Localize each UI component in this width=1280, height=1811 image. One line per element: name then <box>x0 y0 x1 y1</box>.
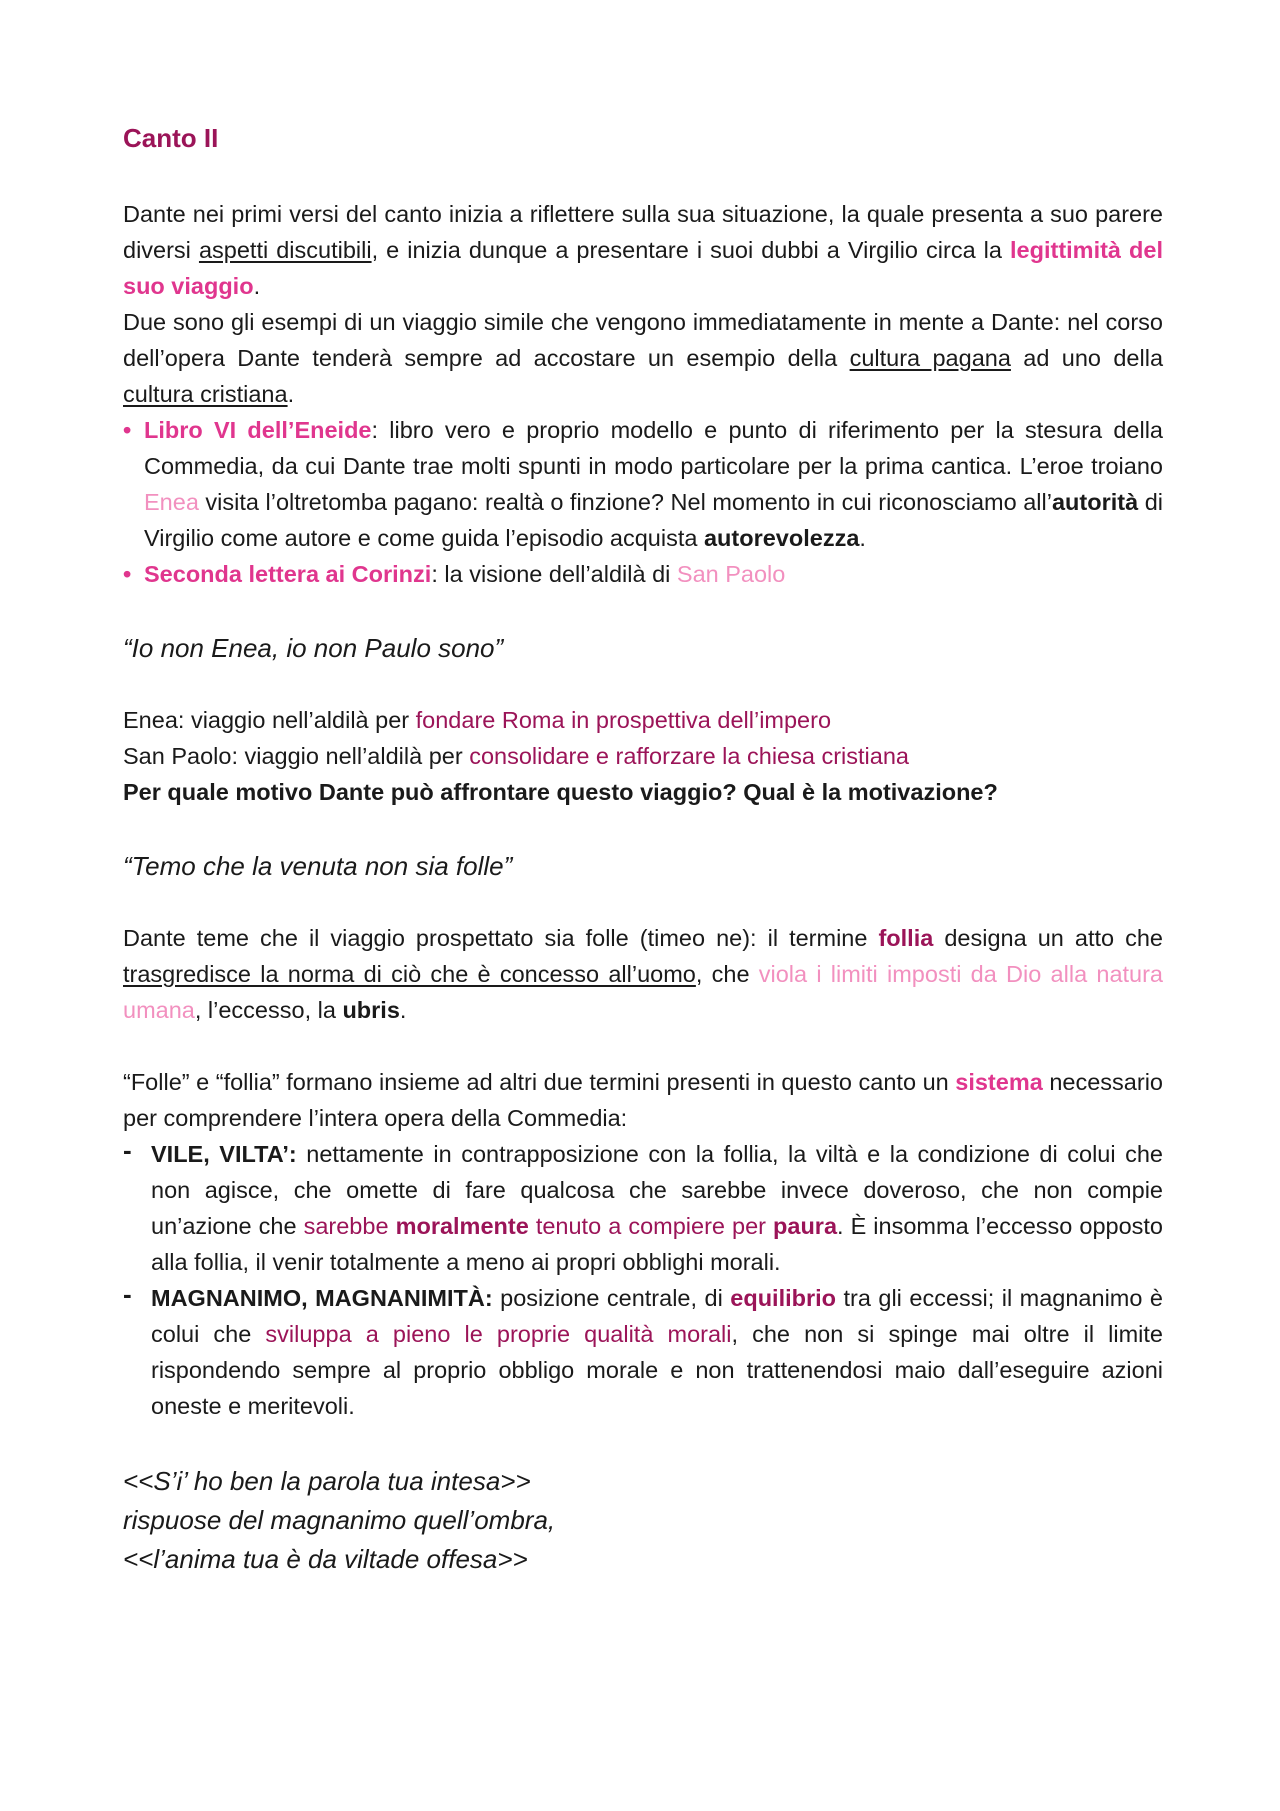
text-run: , l’eccesso, la <box>194 997 343 1023</box>
intro-paragraph <box>123 196 1163 304</box>
verse-line: <<S’i’ ho ben la parola tua intesa>> <box>123 1466 531 1496</box>
highlight-phrase: consolidare e rafforzare la chiesa cristiana <box>469 743 909 769</box>
underlined-phrase: trasgredisce la norma di ciò che è concesso all’uomo <box>123 961 696 987</box>
page-title: Canto II <box>123 123 219 153</box>
highlight-phrase: sarebbe <box>303 1213 396 1239</box>
underlined-phrase: cultura cristiana <box>123 381 288 407</box>
list-item <box>123 1136 1163 1280</box>
text-run: . <box>859 525 866 551</box>
highlight-phrase: tenuto a compiere per <box>528 1213 774 1239</box>
text-run: posizione centrale, di <box>492 1285 731 1311</box>
text-run: ad uno della <box>1010 345 1164 371</box>
text-run: . È insomma l’eccesso opposto alla follia, il venir totalmente a meno ai propri obblighi morali. <box>151 1213 1163 1275</box>
highlight-term: sistema <box>955 1069 1043 1095</box>
verse-line: <<l’anima tua è da viltade offesa>> <box>123 1544 528 1574</box>
highlight-name: Enea <box>144 489 199 515</box>
text-run: : libro vero e proprio modello e punto di riferimento per la stesura della Commedia, da cui Dante trae molti spunti in modo particolare per la prima cantica. L’eroe troiano <box>144 417 1163 479</box>
text-run: Due sono gli esempi di un viaggio simile che vengono immediatamente in mente a Dante: nel corso dell’opera Dante tenderà sempre ad accostare un esempio della <box>123 309 1163 371</box>
list-item <box>123 1280 1163 1424</box>
text-run: . <box>287 381 295 407</box>
text-run: . <box>399 997 407 1023</box>
sistema-paragraph <box>123 1064 1163 1136</box>
highlight-term: moralmente <box>395 1213 529 1239</box>
term-heading: MAGNANIMO, MAGNANIMITÀ: <box>151 1285 493 1311</box>
quote-heading: “Io non Enea, io non Paulo sono” <box>123 633 504 663</box>
highlight-phrase: sviluppa a pieno le proprie qualità morali <box>265 1321 732 1347</box>
term-heading: VILE, VILTA’: <box>151 1141 297 1167</box>
highlight-term: follia <box>878 925 934 951</box>
terms-list <box>123 1136 1163 1424</box>
bold-term: ubris <box>342 997 400 1023</box>
highlight-phrase: fondare Roma in prospettiva dell’impero <box>415 707 832 733</box>
follia-paragraph <box>123 920 1163 1028</box>
text-run: visita l’oltretomba pagano: realtà o finzione? Nel momento in cui riconosciamo all’ <box>198 489 1052 515</box>
text-run: . <box>253 273 261 299</box>
text-run: nettamente in contrapposizione con la follia, la viltà e la condizione di colui che non agisce, che omette di fare qualcosa che sarebbe invece doveroso, che non compie un’azione che <box>151 1141 1163 1239</box>
text-run: Dante teme che il viaggio prospettato sia folle (timeo ne): il termine <box>123 925 879 951</box>
list-item <box>123 556 1163 592</box>
text-run: Enea: viaggio nell’aldilà per <box>123 707 416 733</box>
paolo-line <box>123 738 1163 774</box>
examples-paragraph <box>123 304 1163 412</box>
examples-list <box>123 412 1163 592</box>
item-heading: Libro VI dell’Eneide <box>144 417 372 443</box>
highlight-phrase: legittimità del suo viaggio <box>123 237 1163 299</box>
text-run: “Folle” e “follia” formano insieme ad altri due termini presenti in questo canto un <box>123 1069 956 1095</box>
quote-heading: “Temo che la venuta non sia folle” <box>123 851 513 881</box>
text-run: : la visione dell’aldilà di <box>431 561 677 587</box>
text-run: designa un atto che <box>933 925 1163 951</box>
text-run: , che non si spinge mai oltre il limite rispondendo sempre al proprio obbligo morale e non trattenendosi maio dall’eseguire azioni oneste e meritevoli. <box>151 1321 1163 1419</box>
list-item <box>123 412 1163 556</box>
highlight-term: equilibrio <box>730 1285 837 1311</box>
bold-term: autorità <box>1051 489 1139 515</box>
text-run: di Virgilio come autore e come guida l’episodio acquista <box>144 489 1163 551</box>
text-run: , che <box>695 961 759 987</box>
bold-term: autorevolezza <box>703 525 860 551</box>
underlined-phrase: aspetti discutibili <box>198 237 372 263</box>
underlined-phrase: cultura pagana <box>849 345 1011 371</box>
text-run: necessario per comprendere l’intera opera della Commedia: <box>123 1069 1163 1131</box>
document-page <box>123 118 1163 1579</box>
highlight-phrase: viola i limiti imposti da Dio alla natura umana <box>123 961 1164 1023</box>
verse-quote <box>123 1462 1163 1579</box>
text-run: , e inizia dunque a presentare i suoi dubbi a Virgilio circa la <box>371 237 1011 263</box>
enea-line <box>123 702 1163 738</box>
highlight-term: paura <box>773 1213 838 1239</box>
highlight-name: San Paolo <box>676 561 786 587</box>
question-line <box>123 774 1163 810</box>
bold-question: Per quale motivo Dante può affrontare questo viaggio? Qual è la motivazione? <box>123 779 998 805</box>
text-run: Dante nei primi versi del canto inizia a riflettere sulla sua situazione, la quale presenta a suo parere diversi <box>123 201 1163 263</box>
item-heading: Seconda lettera ai Corinzi <box>144 561 432 587</box>
verse-line: rispuose del magnanimo quell’ombra, <box>123 1505 556 1535</box>
text-run: tra gli eccessi; il magnanimo è colui che <box>151 1285 1163 1347</box>
text-run: San Paolo: viaggio nell’aldilà per <box>123 743 470 769</box>
